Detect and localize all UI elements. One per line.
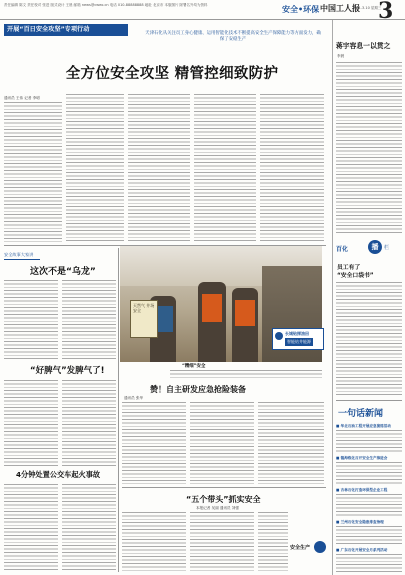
company-logo-icon <box>275 332 283 340</box>
photo-caption-text <box>170 370 322 380</box>
topic-banner: 开展“百日安全攻坚”专项行动 <box>4 24 128 36</box>
news-brief-item: ■ 镇海炼化召开安全生产推进会 <box>336 456 388 460</box>
top-story-column-4 <box>194 94 256 242</box>
company-logo-ad <box>272 328 324 350</box>
second-story-bottom-headline: 4分钟处置公交车起火事故 <box>16 470 101 479</box>
photo-sign: 天然气 井场 安全 <box>130 300 158 338</box>
second-story-column-4 <box>62 380 116 466</box>
sidebar-subhead-line-1: 员工有了 <box>337 265 361 271</box>
photo-worker-3-vest <box>235 300 255 326</box>
column-label-text: 百化 <box>336 246 349 253</box>
second-story-column-6 <box>62 484 116 572</box>
top-story-subhead: 天津石化从关注员工身心健康、运用智能化技术不断提高安全生产保障能力等方面发力，确保了安稳生产 <box>145 31 321 43</box>
sidebar-author: 李晨 <box>337 54 345 58</box>
safety-logo-icon <box>314 541 326 553</box>
sidebar-column-text <box>336 62 402 234</box>
middle-story-byline: 通讯员 张华 <box>124 396 144 400</box>
section-label: 安全•环保 <box>282 5 320 14</box>
photo-caption-title: “精细”安全 <box>182 364 206 369</box>
top-story-column-1 <box>4 102 62 242</box>
top-story-column-5 <box>260 94 324 242</box>
photo-worker-2-vest <box>202 294 222 322</box>
sidebar-column-head: 蒋宇容息一以贯之 <box>336 42 391 50</box>
middle-story-headline: 赞！自主研发应急抢险装备 <box>150 385 246 394</box>
news-brief-text <box>336 526 402 544</box>
news-brief-text <box>336 462 402 484</box>
divider <box>122 487 326 488</box>
top-story-headline: 全方位安全攻坚 精管控细致防护 <box>65 66 279 82</box>
second-story-sub-headline: “好脾气”发脾气了! <box>30 366 105 376</box>
column-label-tail: 栏 <box>384 245 390 251</box>
bottom-story-byline: 本报记者 吴丽 通讯员 刘强 <box>196 506 239 510</box>
news-brief-item: ■ 广东石化开展安全月系列活动 <box>336 548 388 552</box>
top-story-column-3 <box>128 94 190 242</box>
top-story-column-2 <box>66 94 124 242</box>
news-brief-text <box>336 554 402 572</box>
news-brief-item: ■ 兰州石化安全隐患排查治理 <box>336 520 384 524</box>
sidebar-subhead-line-2: “安全口袋书” <box>337 273 374 279</box>
masthead-small-print: 责任编辑 陈文 责任校对 张进 版式设计 王晨 邮箱 news@cweo.cn 电话 010-88888888 地址 北京市 本版图片 除署名外均为资料 <box>4 3 208 7</box>
sidebar-story-text <box>336 282 402 396</box>
column-label-circle: 播 <box>368 240 382 254</box>
issue-date: 2021.3.10 星期三 <box>352 6 382 10</box>
divider <box>336 400 402 401</box>
second-story-column-3 <box>4 380 58 466</box>
sidebar-column-label <box>336 240 402 256</box>
company-logo-line-2: 智能钻井能源 <box>287 339 311 344</box>
second-story-column-5 <box>4 484 58 572</box>
middle-story-column-3 <box>258 402 324 484</box>
page-number: 3 <box>378 0 394 24</box>
column-divider <box>118 248 119 572</box>
top-story-byline: 通讯员 王伟 记者 李明 <box>4 96 40 100</box>
bottom-story-column-1 <box>122 512 186 572</box>
news-brief-text <box>336 430 402 452</box>
second-story-column-2 <box>62 280 116 360</box>
second-story-headline: 这次不是“乌龙” <box>30 267 96 277</box>
company-logo-line-1: 长城钻探油田 <box>285 331 309 336</box>
masthead <box>0 0 405 24</box>
safety-logo <box>290 541 326 555</box>
bottom-story-column-2 <box>190 512 254 572</box>
paper-name: 中国工人报 <box>320 3 360 13</box>
bottom-story-headline: “五个带头”抓实安全 <box>186 495 261 504</box>
bottom-story-column-3 <box>258 512 288 572</box>
news-brief-item: ■ 华北石油工程开展应急演练活动 <box>336 424 391 428</box>
news-brief-text <box>336 494 402 516</box>
middle-story-column-1 <box>122 402 186 484</box>
news-brief-title: 一句话新闻 <box>338 409 384 419</box>
second-story-column-1 <box>4 280 58 360</box>
news-brief-item: ■ 吉林石化打造环保型企业工程 <box>336 488 388 492</box>
middle-story-column-2 <box>190 402 254 484</box>
section-tag: 安全故事大家讲 <box>4 252 40 260</box>
safety-logo-text: 安全生产 <box>290 545 311 551</box>
